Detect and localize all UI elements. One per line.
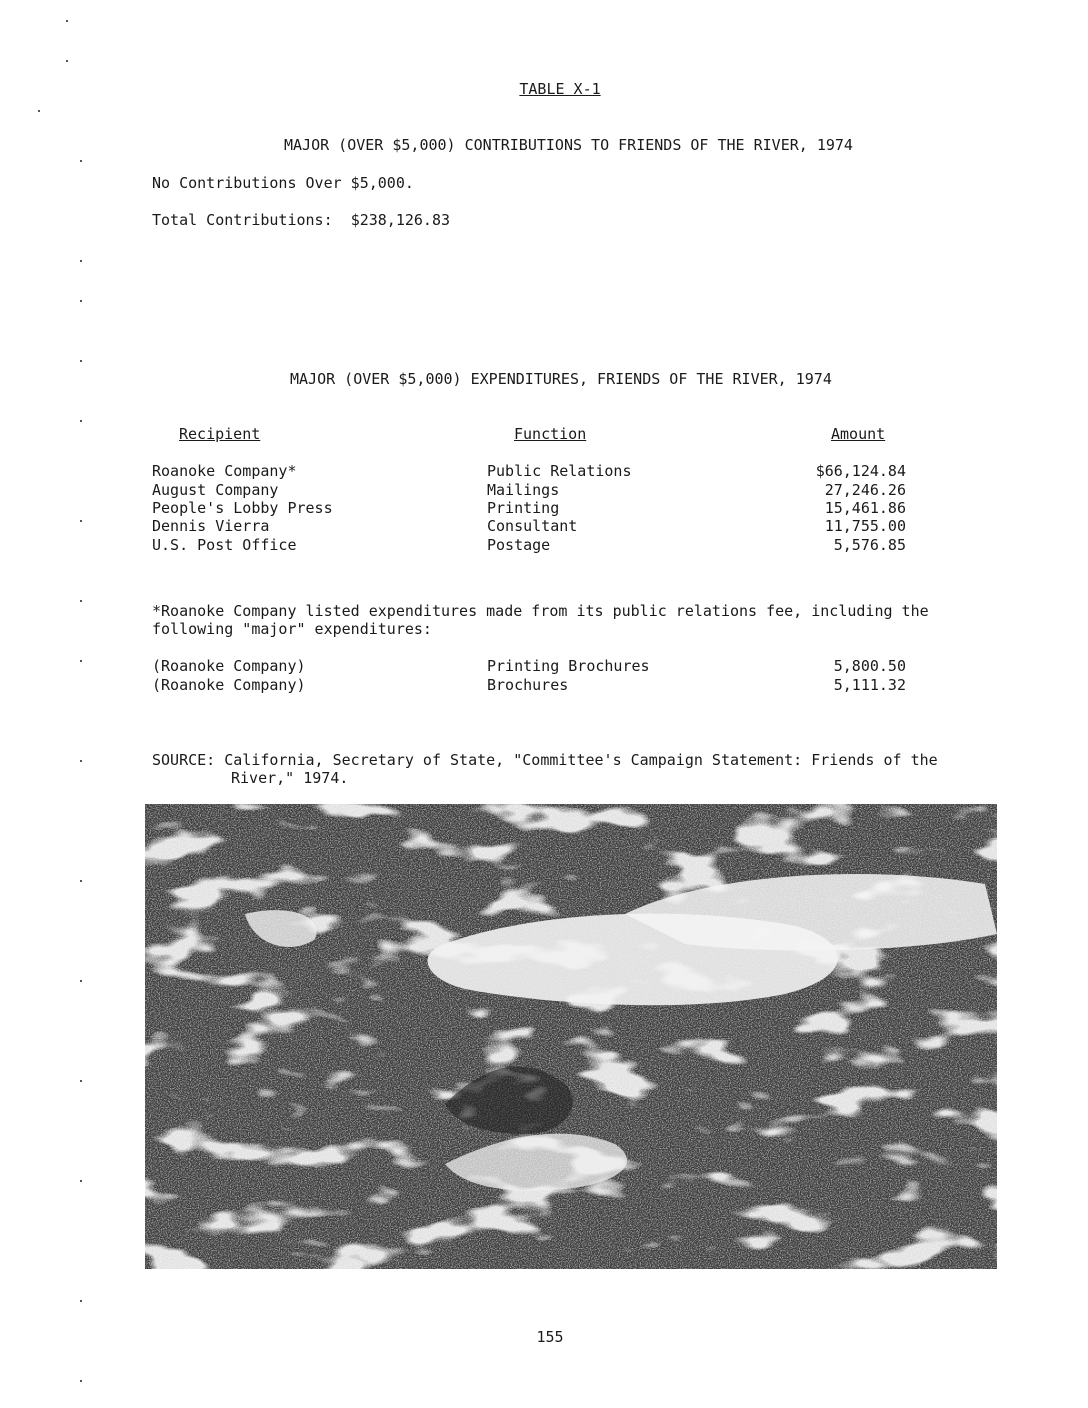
source-line-1: SOURCE: California, Secretary of State, "Committee's Campaign Statement: Friends of the bbox=[152, 751, 938, 769]
col-header-amount: Amount bbox=[831, 425, 886, 443]
row-amount: 5,800.50 bbox=[833, 657, 906, 675]
row-function: Public Relations bbox=[487, 462, 632, 480]
row-function: Consultant bbox=[487, 517, 578, 535]
col-header-recipient: Recipient bbox=[179, 425, 261, 443]
page-number: 155 bbox=[536, 1328, 564, 1346]
footnote-line-2: following "major" expenditures: bbox=[152, 620, 432, 638]
total-contributions-value: $238,126.83 bbox=[350, 211, 451, 229]
row-amount: 5,111.32 bbox=[833, 676, 906, 694]
row-amount: 15,461.86 bbox=[824, 499, 906, 517]
row-function: Brochures bbox=[487, 676, 569, 694]
col-header-function: Function bbox=[514, 425, 587, 443]
row-amount: $66,124.84 bbox=[815, 462, 906, 480]
expenditures-heading: MAJOR (OVER $5,000) EXPENDITURES, FRIENDS OF THE RIVER, 1974 bbox=[290, 370, 832, 388]
row-function: Printing Brochures bbox=[487, 657, 650, 675]
table-title: TABLE X-1 bbox=[519, 80, 601, 98]
row-recipient: U.S. Post Office bbox=[152, 536, 297, 554]
total-contributions bbox=[152, 211, 450, 229]
row-recipient: (Roanoke Company) bbox=[152, 676, 306, 694]
source-line-2: River," 1974. bbox=[231, 769, 349, 787]
row-recipient: Roanoke Company* bbox=[152, 462, 297, 480]
row-function: Postage bbox=[487, 536, 551, 554]
total-contributions-label: Total Contributions: bbox=[152, 211, 333, 229]
row-amount: 27,246.26 bbox=[824, 481, 906, 499]
no-contributions-note: No Contributions Over $5,000. bbox=[152, 174, 414, 192]
row-recipient: People's Lobby Press bbox=[152, 499, 333, 517]
footnote-line-1: *Roanoke Company listed expenditures made from its public relations fee, including the bbox=[152, 602, 929, 620]
row-function: Printing bbox=[487, 499, 560, 517]
row-amount: 5,576.85 bbox=[833, 536, 906, 554]
row-function: Mailings bbox=[487, 481, 560, 499]
river-rafting-photo bbox=[145, 804, 997, 1269]
contributions-heading: MAJOR (OVER $5,000) CONTRIBUTIONS TO FRIENDS OF THE RIVER, 1974 bbox=[284, 136, 853, 154]
row-amount: 11,755.00 bbox=[824, 517, 906, 535]
row-recipient: August Company bbox=[152, 481, 279, 499]
row-recipient: (Roanoke Company) bbox=[152, 657, 306, 675]
row-recipient: Dennis Vierra bbox=[152, 517, 270, 535]
